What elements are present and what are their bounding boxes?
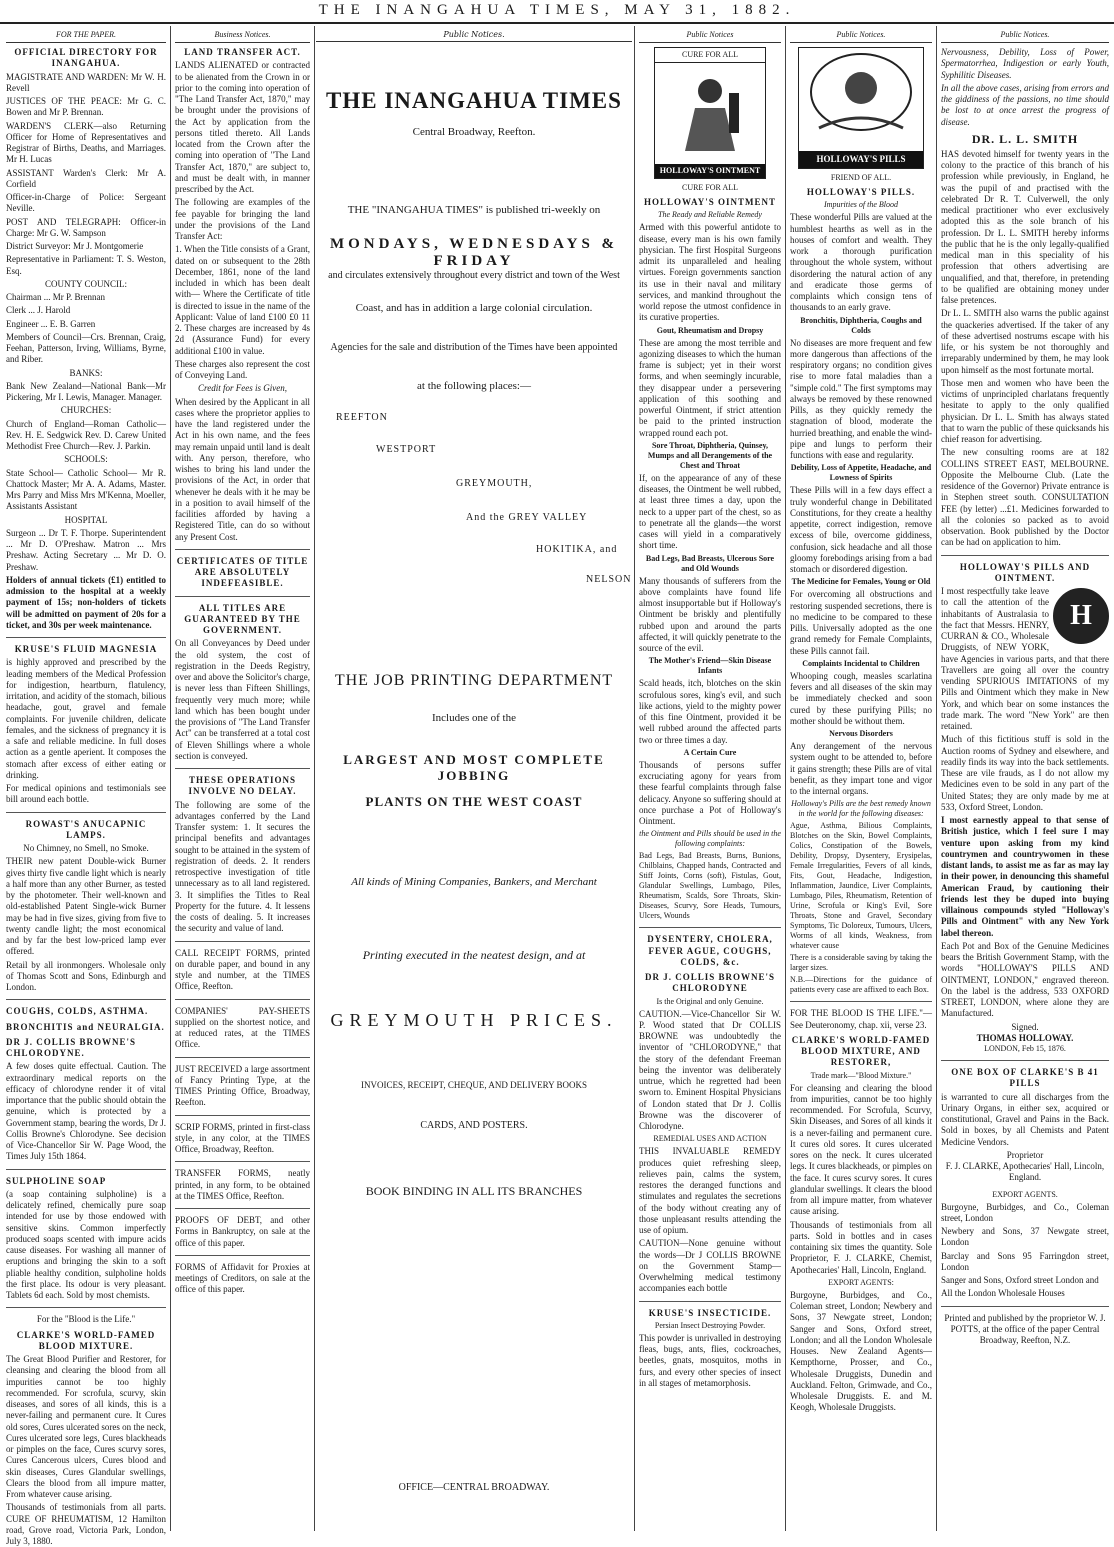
divider — [175, 1255, 310, 1256]
ad-body: FORMS of Affidavit for Proxies at meetings of Creditors, on sale at the office of this paper. — [175, 1261, 310, 1295]
imprint: Printed and published by the proprietor W. J. POTTS, at the office of the paper Central Broadway, Reefton, N.Z. — [944, 1312, 1106, 1345]
ad-subtitle: Is the Original and only Genuine. — [656, 996, 764, 1006]
ad-text: INVOICES, RECEIPT, CHEQUE, AND DELIVERY BOOKS — [361, 1080, 587, 1090]
agency-place: REEFTON — [336, 412, 388, 423]
ad-body: LANDS ALIENATED or contracted to be alienated from the Crown in or prior to the coming into operation of "The Land Transfer Act, 1870," may be brought under the provisions of the Act by application from the persons titled thereto. All Lands located from the Crown after the coming into operation of "The Land Transfer Act, 1870," are subject to, and must be dealt with, in manner prescribed by the Act. — [175, 60, 310, 194]
ad-subtitle: Complaints Incidental to Children — [802, 658, 920, 668]
divider — [175, 1161, 310, 1162]
ad-title: DYSENTERY, CHOLERA, FEVER AGUE, COUGHS, COLDS, &c. — [647, 934, 773, 967]
ad-body: Scald heads, itch, blotches on the skin scrofulous sores, king's evil, and such like actions, yield to the mighty power of this fine Ointment, provided it be well rubbed around the affected parts two or three times a day. — [639, 678, 781, 745]
ad-largest: LARGEST AND MOST COMPLETE JOBBING — [343, 752, 605, 783]
directory-entry: Holders of annual tickets (£1) entitled to admission to the hospital at a weekly payment of 15s; non-holders of tickets will be admitted on payment of 20s for a ticket, and 30s per week maintenance. — [6, 574, 166, 630]
ad-subtitle: Trade mark—"Blood Mixture." — [810, 1070, 912, 1080]
column-directory — [6, 30, 166, 1546]
ad-body: There is a considerable saving by taking the larger sizes. — [790, 953, 932, 973]
ad-body: Many thousands of sufferers from the above complaints have found life almost insupportable but if Holloway's Ointment be briskly and plentifully rubbed upon and around the parts affected, it will quickly penetrate to the source of the evil. — [639, 575, 781, 653]
ad-body: This powder is unrivalled in destroying fleas, bugs, ants, flies, cockroaches, beetles, gnats, mosquitos, moths in furs, and every other species of insect in all stages of metamorphosis. — [639, 1332, 781, 1388]
holloway-ointment-logo — [654, 47, 766, 179]
ad-body: F. J. CLARKE, Apothecaries' Hall, Lincoln, England. — [945, 1161, 1105, 1183]
directory-entry: WARDEN'S CLERK—also Returning Officer for Home of Representatives and Registrar of Births, Deaths, and Marriages. Mr H. Lucas — [6, 120, 166, 165]
ad-body: For medical opinions and testimonials see bill around each bottle. — [6, 783, 166, 805]
directory-entry: Bank New Zealand—National Bank—Mr Pickering, Mr I. Lewis, Manager. Manager. — [6, 380, 166, 402]
ad-body: Thousands of persons suffer excruciating agony for years from these fearful complaints through false delicacy. Anyone so suffering should at once purchase a Pot of Holloway's Ointment. — [639, 759, 781, 826]
divider — [175, 941, 310, 942]
column-rule — [634, 26, 635, 1531]
ad-body: FOR THE BLOOD IS THE LIFE."—See Deuteronomy, chap. xii, verse 23. — [790, 1008, 932, 1030]
ad-body: The new consulting rooms are at 182 COLLINS STREET EAST, MELBOURNE. Opposite the Melbourne Club. (Late the residence of the Governor) Private entrance is in Stephen street south. CONSULTATION FEE (by letter) ...£1. Medicines forwarded to all the colonies so packed as to avoid observation. Book published by the Doctor can be had on application to him. — [941, 447, 1109, 548]
column-business — [175, 30, 310, 1530]
ad-address: Central Broadway, Reefton. — [412, 126, 536, 138]
ad-body: I most earnestly appeal to that sense of British justice, which I feel sure I may venture upon asking from my kind countrymen and countrywomen in these distant lands, to assist me as far as may lay in their power, in denouncing this shameful American Fraud, by cautioning their friends lest they be duped into buying villainous compounds styled "Holloway's Pills and Ointment" with any New York label thereon. — [941, 815, 1109, 938]
logo-label: HOLLOWAY'S PILLS — [799, 151, 923, 168]
signature-date: LONDON, Feb 15, 1876. — [984, 1044, 1066, 1053]
ad-subtitle: Gout, Rheumatism and Dropsy — [656, 325, 764, 335]
directory-entry: Clerk ... J. Harold — [6, 305, 71, 316]
ad-body: Barclay and Sons 95 Farringdon street, London — [941, 1250, 1109, 1272]
masthead-title: THE INANGAHUA TIMES, MAY 31, 1882. — [318, 2, 796, 18]
ad-subtitle: EXPORT AGENTS. — [992, 1189, 1058, 1199]
ad-title: THESE OPERATIONS INVOLVE NO DELAY. — [188, 775, 297, 797]
directory-subtitle: COUNTY COUNCIL: — [45, 278, 127, 289]
ad-subtitle: A Certain Cure — [683, 747, 737, 757]
ad-body: I most respectfully take leave to call the attention of the inhabitants of Australasia to the fact that Messrs. HENRY, CURRAN & CO., Wholesale Druggists, of NEW YORK, have Agencies in various parts, and that there Travellers are going all over the country vending SPURIOUS IMITATIONS of my Pills and Ointment which they make in New York, and which bear on some instances the trade mark. The word "New York" are then retained. — [941, 586, 1109, 731]
divider — [175, 596, 310, 597]
ad-title: CLARKE'S WORLD-FAMED BLOOD MIXTURE. — [16, 1329, 156, 1351]
column-rule — [314, 26, 315, 1531]
directory-entry: Members of Council—Crs. Brennan, Craig, Feehan, Patterson, Irving, Williams, Byrne, and Riber. — [6, 331, 166, 365]
ad-job-heading: THE JOB PRINTING DEPARTMENT — [334, 672, 614, 689]
ad-body: 1. When the Title consists of a Grant, dated on or subsequent to the 28th December, 1861, none of the land included in which has been dealt with— Where the Certificate of title is directed to issue in the name of the Applicant: Value of land £100 £0 11 2. These charges are increased by 4s 2d (Assurance Fund) for every additional £100 in value. — [175, 244, 310, 356]
column-header: Public Notices. — [316, 30, 632, 42]
ad-body: CALL RECEIPT FORMS, printed on durable paper, and bound in any style and number, at the TIMES Office, Reefton. — [175, 947, 310, 992]
agency-place: And the GREY VALLEY — [466, 512, 588, 523]
ad-subtitle: Bad Legs, Bad Breasts, Ulcerous Sore and Old Wounds — [645, 553, 775, 573]
ad-title: BRONCHITIS and NEURALGIA. — [6, 1021, 165, 1032]
ad-subtitle: the Ointment and Pills should be used in the following complaints: — [639, 829, 781, 849]
ad-body: The Great Blood Purifier and Restorer, for cleansing and clearing the blood from all impurities cannot be too highly recommended. For scrofula, scurvy, skin diseases, and sores of all kinds, this is a never-failing and permanent cure. It Cures old sores, Cures ulcerated sores on the neck, Cures ulcerated sore legs, Cures blackheads or pimples on the face, Cures scurvy sores, Cures Cancerous ulcers, Cures blood and skin diseases, Cures Glandular swellings, Clears the blood from all impure matter, From whatever cause arising. — [6, 1354, 166, 1499]
ad-subtitle: Sore Throat, Diphtheria, Quinsey, Mumps and all Derangements of the Chest and Throat — [647, 440, 773, 470]
divider — [175, 1115, 310, 1116]
agency-place: GREYMOUTH, — [456, 478, 533, 489]
logo-caption: FRIEND OF ALL. — [830, 173, 892, 182]
masthead — [0, 0, 1114, 24]
ad-body: Those men and women who have been the victims of unprincipled charlatans frequently hesitate to apply to the only qualified physician. Dr L. L. Smith has always stated that to warn the public of these quicksands his chief reason for advertising. — [941, 377, 1109, 444]
ad-body: These are among the most terrible and agonizing diseases to which the human frame is subject; yet in their worst forms, and when seemingly incurable, they disappear under a persevering application of this soothing and powerful Ointment, if strict attention be paid to the printed instruction wrapped round each pot. — [639, 337, 781, 438]
ad-text: Coast, and has in addition a large colonial circulation. — [355, 302, 593, 314]
agency-place: NELSON — [586, 574, 632, 585]
ad-title: ROWAST'S ANUCAPNIC LAMPS. — [25, 818, 147, 840]
divider — [6, 1307, 166, 1308]
ad-subtitle: Proprietor — [1006, 1149, 1044, 1160]
ad-body: Burgoyne, Burbidges, and Co., Coleman street, London; Newbery and Sons, 37 Newgate street, London; Sanger and Sons, Oxford street, London; and all the London Wholesale Houses. New Zealand Agents—Kempthorne, Prosser, and Co., Wholesale Druggists, Dunedin and Auckland. Felton, Grimwade, and Co., Wholesale Druggists. E. and M. Keogh, Wholesale Druggists. — [790, 1289, 932, 1413]
ad-title: CLARKE'S WORLD-FAMED BLOOD MIXTURE, AND RESTORER, — [791, 1034, 931, 1068]
divider — [175, 999, 310, 1000]
ad-subtitle: Impurities of the Blood — [824, 200, 898, 210]
ad-subtitle: The Ready and Reliable Remedy — [658, 210, 762, 220]
directory-entry: Engineer ... E. B. Garren — [6, 318, 96, 329]
ad-body: Any derangement of the nervous system ought to be attended to, before it gains strength; these Pills are of vital benefit, as they impart tone and vigor to the internal organs. — [790, 741, 932, 796]
ad-body: A few doses quite effectual. Caution. The extraordinary medical reports on the efficacy of chlorodyne render it of vital importance that the public should obtain the genuine, which is protected by a Government stamp, bearing the words, Dr J. Collis Browne's Chlorodyne. See decision of Vice-Chancellor Sir W. Page Wood, the Times July 15th 1864. — [6, 1061, 166, 1162]
ad-text: Agencies for the sale and distribution of the Times have been appointed — [330, 342, 618, 353]
figure-engraving-icon — [655, 63, 765, 153]
divider — [175, 1208, 310, 1209]
ad-subtitle: The Mother's Friend—Skin Disease Infants — [648, 656, 772, 676]
ad-body: Much of this fictitious stuff is sold in the Auction rooms of Sydney and elsewhere, and readily finds its way into the back settlements. These are vile frauds, as I do not allow my Medicines even to be sold in any part of the United States; they are only made by me at 533, Oxford Street, London. — [941, 734, 1109, 812]
ad-text: and circulates extensively throughout every district and town of the West — [328, 270, 620, 281]
divider — [175, 549, 310, 550]
ad-title: COUGHS, COLDS, ASTHMA. — [6, 1006, 149, 1017]
ad-title: DR J. COLLIS BROWNE'S CHLORODYNE — [644, 972, 776, 994]
signature-label: Signed. — [1011, 1021, 1039, 1032]
ad-body: Retail by all ironmongers. Wholesale only of Thomas Scott and Sons, Edinburgh and London. — [6, 959, 166, 992]
ad-body: In all the above cases, arising from errors and the giddiness of the passions, no time should be lost to at once arrest the progress of disease. — [941, 82, 1109, 127]
divider — [941, 555, 1109, 556]
directory-entry: POST AND TELEGRAPH: Officer-in Charge: Mr G. W. Sampson — [6, 216, 166, 238]
ad-subtitle: Holloway's Pills are the best remedy known in the world for the following diseases: — [791, 799, 931, 819]
divider — [6, 1169, 166, 1170]
ad-text: CARDS, AND POSTERS. — [420, 1120, 528, 1131]
ad-body: On all Conveyances by Deed under the old system, the cost of registration in the Deeds Registry, over and above the Solicitor's charge, is never less than Fifteen Shillings, frequently very much more; while land which has been bought under the provisions of "The Land Transfer Act" can be transferred at a total cost of Eleven Shillings where a whole section is conveyed. — [175, 638, 310, 761]
crest-engraving-icon — [799, 48, 923, 142]
ad-subtitle: Nervous Disorders — [829, 729, 893, 738]
times-advertisement — [316, 44, 632, 1534]
ad-title: ONE BOX OF CLARKE'S B 41 PILLS — [951, 1067, 1099, 1089]
ad-list: Ague, Asthma, Bilious Complaints, Blotches on the Skin, Bowel Complaints, Colics, Constipation of the Bowels, Debility, Dropsy, Dysentery, Erysipelas, Female Irregularities, Fevers of all kinds, Fits, Gout, Headache, Indigestion, Inflammation, Jaundice, Liver Complaints, Lumbago, Piles, Rheumatism, Retention of Urine, Scrofula or King's Evil, Sore Throats, Stone and Gravel, Secondary Symptoms, Tic Doloreux, Tumours, Ulcers, Worms of all kinds, Weakness, from whatever cause — [790, 821, 932, 951]
directory-entry: Church of England—Roman Catholic—Rev. H. E. Sedgwick Rev. D. Carew United Methodist Free Church—Rev. J. Parkin. — [6, 418, 166, 451]
ad-office: OFFICE—CENTRAL BROADWAY. — [398, 1482, 550, 1493]
ad-body: COMPANIES' PAY-SHEETS supplied on the shortest notice, and at reduced rates, at the TIMES Office. — [175, 1005, 310, 1050]
divider — [639, 927, 781, 928]
ad-body: CAUTION—None genuine without the words—Dr J COLLIS BROWNE on the Government Stamp—Overwhelming medical testimony accompanies each bottle — [639, 1238, 781, 1294]
ad-body: Nervousness, Debility, Loss of Power, Spermatorrhea, Indigestion or early Youth, Syphilitic Diseases. — [941, 47, 1109, 80]
ad-title: THE INANGAHUA TIMES — [326, 88, 622, 113]
column-header: Public Notices. — [790, 30, 932, 43]
column-header: FOR THE PAPER. — [6, 30, 166, 43]
ad-title: DR J. COLLIS BROWNE'S CHLORODYNE. — [6, 1036, 137, 1058]
agency-place: WESTPORT — [376, 444, 437, 455]
ad-prices: GREYMOUTH PRICES. — [330, 1010, 618, 1030]
directory-entry: Officer-in-Charge of Police: Sergeant Neville. — [6, 192, 166, 214]
ad-body: All the London Wholesale Houses — [941, 1288, 1065, 1299]
ad-body: JUST RECEIVED a large assortment of Fancy Printing Type, at the TIMES Printing Office, Broadway, Reefton. — [175, 1063, 310, 1108]
directory-entry: MAGISTRATE AND WARDEN: Mr W. H. Revell — [6, 71, 166, 93]
directory-entry: Surgeon ... Dr T. F. Thorpe. Superintendent ... Mr D. O'Preshaw. Matron ... Mrs Preshaw. Acting Secretary ... Mr D. O. Preshaw. — [6, 527, 166, 572]
ad-body: N.B.—Directions for the guidance of patients every case are affixed to each Box. — [790, 975, 932, 995]
ad-body: Sanger and Sons, Oxford street London and — [941, 1275, 1099, 1285]
directory-title: OFFICIAL DIRECTORY FOR INANGAHUA. — [14, 47, 158, 69]
ad-body: TRANSFER FORMS, neatly printed, in any form, to be obtained at the TIMES Office, Reefton. — [175, 1168, 310, 1201]
ad-title: ALL TITLES ARE GUARANTEED BY THE GOVERNMENT. — [184, 602, 301, 635]
column-rule — [785, 26, 786, 1531]
ad-body: Thousands of testimonials from all parts. Sold in bottles and in cases containing six times the quantity. Sole Proprietor, F. J. CLARKE, Chemist, Apothecaries' Hall, Lincoln, England. — [790, 1219, 932, 1275]
ad-body: No diseases are more frequent and few more dangerous than affections of the respiratory organs; no condition gives rise to more fatal maladies than a "simple cold." The first symptoms may always be removed by these renowned Pills, as they quickly remedy the stagnation of blood, moderate the hurried breathing, and enable the wind-pipe and lungs to perform their functions with ease and regularity. — [790, 337, 932, 460]
column-rule — [170, 26, 171, 1531]
directory-subtitle: BANKS: — [69, 367, 103, 378]
directory-entry: Chairman ... Mr P. Brennan — [6, 292, 105, 302]
ad-body: Thousands of testimonials from all parts. CURE OF RHEUMATISM, 12 Hamilton road, Grove road, Victoria Park, London, July 3, 1880. — [6, 1502, 166, 1546]
ad-subtitle: Persian Insect Destroying Powder. — [654, 1320, 766, 1330]
divider — [941, 1306, 1109, 1307]
divider — [175, 768, 310, 769]
column-holloway-ointment — [639, 30, 781, 1530]
directory-entry: JUSTICES OF THE PEACE: Mr G. C. Bowen and Mr P. Brennan. — [6, 96, 166, 118]
directory-subtitle: SCHOOLS: — [64, 454, 108, 465]
ad-subtitle: EXPORT AGENTS: — [828, 1277, 894, 1287]
logo-banner: CURE FOR ALL — [655, 48, 765, 63]
divider — [639, 1301, 781, 1302]
ad-title: CERTIFICATES OF TITLE ARE ABSOLUTELY INDEFEASIBLE. — [176, 555, 309, 589]
divider — [175, 1057, 310, 1058]
ad-body: Each Pot and Box of the Genuine Medicines bears the British Government Stamp, with the words "HOLLOWAY'S PILLS AND OINTMENT, LONDON," engraved thereon. On the label is the address, 533 OXFORD STREET, LONDON, where alone they are Manufactured. — [941, 940, 1109, 1019]
ad-body: Burgoyne, Burbidges, and Co., Coleman street, London — [941, 1201, 1109, 1223]
column-header: Public Notices — [639, 30, 781, 43]
ad-days: MONDAYS, WEDNESDAYS & FRIDAY — [329, 236, 619, 269]
ad-body: PROOFS OF DEBT, and other Forms in Bankruptcy, on sale at the office of this paper. — [175, 1215, 310, 1248]
ad-body: For overcoming all obstructions and restoring suspended secretions, there is no medicine to be compared to these Pills. Universally adopted as the one grand remedy for Female Complaints, these Pills cannot fail. — [790, 589, 932, 656]
ad-body: When desired by the Applicant in all cases where the proprietor applies to have the land registered under the Act in his own name, and the fees may remain unpaid until land is dealt with. Any person, therefore, who wishes to bring his land under the provisions of the Act, in order that whenever he deals with it he may be in a position to avail himself of the facilities afforded by having a Registered Title, can do so without any Present Cost. — [175, 396, 310, 542]
ad-text: THE "INANGAHUA TIMES" is published tri-weekly on — [347, 204, 601, 216]
holloway-pills-logo — [798, 47, 924, 169]
column-holloway-pills — [790, 30, 932, 1530]
ad-subtitle: No Chimney, no Smell, no Smoke. — [23, 843, 149, 853]
signature: THOMAS HOLLOWAY. — [976, 1032, 1074, 1043]
ad-body: If, on the appearance of any of these diseases, the Ointment be well rubbed, at least three times a day, upon the neck to a upper part of the chest, so as to penetrate all the glands—the worst cases will yield in a comparatively short time. — [639, 472, 781, 551]
directory-entry: ASSISTANT Warden's Clerk: Mr A. Corfield — [6, 167, 166, 189]
ad-text: Printing executed in the neatest design, and at — [362, 948, 586, 962]
divider — [941, 1060, 1109, 1061]
column-header: Public Notices. — [941, 30, 1109, 43]
divider — [6, 637, 166, 638]
ad-body: These Pills will in a few days effect a truly wonderful change in Debilitated Constitutions, for they create a healthy appetite, correct indigestion, remove excess of bile, overcome giddiness, confusion, sick headache and all those gloomy forebodings arising from a bad stomach or disordered digestion. — [790, 485, 932, 574]
directory-entry: Representative in Parliament: T. S. Weston, Esq. — [6, 254, 166, 276]
holloway-seal-icon: H — [1053, 588, 1109, 644]
column-header: Business Notices. — [175, 30, 310, 43]
ad-title: LAND TRANSFER ACT. — [184, 47, 301, 57]
ad-body: These wonderful Pills are valued at the humblest hearths as well as in the houses of comfort and wealth. They work a thorough purification throughout the whole system, without disordering the natural action of any and eradicate those germs of complaints which consign tens of thousands to an early grave. — [790, 212, 932, 313]
logo-label: HOLLOWAY'S OINTMENT — [655, 164, 765, 178]
logo-caption: CURE FOR ALL — [681, 183, 738, 192]
ad-body: SCRIP FORMS, printed in first-class style, in any color, at the TIMES Office, Broadway, Reefton. — [175, 1121, 310, 1154]
agency-place: HOKITIKA, and — [536, 544, 618, 555]
directory-entry: District Surveyor: Mr J. Montgomerie — [6, 241, 144, 251]
ad-body: Whooping cough, measles scarlatina fevers and all diseases of the skin may be immediately checked and soon cured by these purifying Pills; no mother should be without them. — [790, 670, 932, 726]
ad-body: Armed with this powerful antidote to disease, every man is his own family physician. The first Hospital Surgeons admit its unparalleled and healing virtues. Foreign governments sanction its use in their naval and military services, and mankind throughout the world repose the utmost confidence in its curative properties. — [639, 222, 781, 323]
ad-body: Newbery and Sons, 37 Newgate street, London — [941, 1226, 1109, 1248]
ad-subtitle: REMEDIAL USES AND ACTION — [653, 1134, 767, 1144]
divider — [6, 812, 166, 813]
ad-body: (a soap containing sulpholine) is a delicately refined, chemically pure soap intended for use by those endowed with sensitive skins. Common imperfectly produced soaps scented with impure acids cause diseases. For washing all manner of eruptions and bringing the skin to a soft pliable healthy condition, sulpholine holds the first place. Its odour is very pleasant. Tablets 6d each. Sold by most chemists. — [6, 1188, 166, 1300]
ad-title: HOLLOWAY'S PILLS. — [806, 187, 916, 197]
ad-subtitle: The Medicine for Females, Young or Old — [791, 577, 931, 587]
directory-subtitle: HOSPITAL — [64, 514, 108, 525]
ad-title: KRUSE'S FLUID MAGNESIA — [14, 644, 158, 654]
divider — [6, 999, 166, 1000]
column-rule — [936, 26, 937, 1531]
ad-subtitle: Bronchitis, Diphtheria, Coughs and Colds — [800, 315, 922, 335]
ad-text: BOOK BINDING IN ALL ITS BRANCHES — [365, 1184, 583, 1198]
directory-subtitle: CHURCHES: — [60, 405, 112, 416]
ad-body: is warranted to cure all discharges from the Urinary Organs, in either sex, acquired or constitutional, Gravel and Pains in the Back. Sold in boxes, by all Chemists and Patent Medicine Vendors. — [941, 1091, 1109, 1147]
ad-subtitle: Credit for Fees is Given, — [198, 383, 287, 394]
ad-title: SULPHOLINE SOAP — [6, 1175, 107, 1186]
ad-body: These charges also represent the cost of Conveying Land. — [175, 358, 310, 380]
ad-body: THEIR new patent Double-wick Burner gives thirty five candle light which is nearly a half more than any other Burner, as tested by the photometer. Their well-known and old-established Patent Single-wick Burner may be had in five sizes, giving from five to twenty candle light; the most economical and by far the best low-priced lamp ever offered. — [6, 856, 166, 957]
divider — [790, 1001, 932, 1002]
ad-body: The following are examples of the fee payable for bringing the land under the provisions of the Land Transfer Act: — [175, 197, 310, 241]
ad-text: Includes one of the — [432, 712, 516, 724]
directory-entry: State School— Catholic School— Mr R. Chattock Master; Mr A. A. Adams, Master. Mrs Parry and Miss Mrs M'Kenna, Moeller, Assistants Assistant — [6, 467, 166, 512]
ad-body: THIS INVALUABLE REMEDY produces quiet refreshing sleep, relieves pain, calms the system, restores the deranged functions and stimulates and regulates the secretions of the body without creating any of those unpleasant results attending the use of opium. — [639, 1146, 781, 1235]
ad-text: All kinds of Mining Companies, Bankers, and Merchant — [351, 876, 597, 888]
ad-body: The following are some of the advantages conferred by the Land Transfer system: 1. It secures the principal benefits and advantages sought to be attained in the system of registration of deeds. 2. It renders retrospective investigation of title unnecessary as to all land registered. 3. It simplifies the Titles to Real Property for the future. 4. It lessens the costs of dealing. 5. It increases the security and value of land. — [175, 799, 310, 934]
ad-title: HOLLOWAY'S OINTMENT — [644, 197, 776, 207]
ad-list: Bad Legs, Bad Breasts, Burns, Bunions, Chilblains, Chapped hands, Contracted and Stiff Joints, Corns (soft), Fistulas, Gout, Glandular Swellings, Lumbago, Piles, Rheumatism, Scalds, Sore Throats, Skin-Diseases, Scurvy, Sore Heads, Tumours, Ulcers, Wounds — [639, 851, 781, 921]
ad-body: Dr L. L. SMITH also warns the public against the quackeries advertised. If the taker of any of these advertised nostrums escape with his life, or his system be not thoroughly and irreparably undermined by them, he may look upon himself as the most fortunate mortal. — [941, 308, 1109, 375]
ad-body: is highly approved and prescribed by the leading members of the Medical Profession for indigestion, heartburn, flatulency, irritation, and acidity of the stomach, bilious headache, gout, gravel and female complaints. For juvenile children, delicate females, and the sickness of pregnancy it is a safe and reliable medicine. In full doses action as a gentle aperient. It composes the stomach after excess of either eating or drinking. — [6, 657, 166, 780]
ad-body: HAS devoted himself for twenty years in the colony to the practice of this branch of his profession while previously, in England, he was the pupil of and practised with the celebrated Dr R. T. Culverwell, the only medical practitioner who ever exclusively adopted this as the sole branch of his profession. Dr L. L. SMITH hereby informs the public that he is the only legally-qualified medical man in this speciality of his profession that others advertising are unqualified, and that, therefore, in pretending to be qualified are obtaining money under false pretences. — [941, 148, 1109, 305]
ad-plants: PLANTS ON THE WEST COAST — [365, 794, 583, 809]
ad-subtitle: Debility, Loss of Appetite, Headache, and Lowness of Spirits — [790, 463, 932, 483]
ad-text: at the following places:— — [417, 380, 531, 392]
ad-body: For cleansing and clearing the blood from impurities, cannot be too highly recommended. For Scrofula, Scurvy, Skin Diseases, and Sores of all kinds it is a never-failing and permanent cure. It cures old sores. It cures ulcerated sores on the neck. It cures ulcerated legs. It cures blackheads, or pimples on the face. It cures scurvy sores. It cures glandular swellings. It clears the blood from all impure matter, from whatever cause arising. — [790, 1082, 932, 1217]
ad-body: CAUTION.—Vice-Chancellor Sir W. P. Wood stated that Dr COLLIS BROWNE was undoubtedly the inventor of "CHLORODYNE," that the story of the defendant Freeman being the inventor was deliberately untrue, which he regretted had been sworn to. Eminent Hospital Physicians of London stated that Dr J. Collis Browne was the discoverer of Chlorodyne. — [639, 1008, 781, 1131]
ad-title: DR. L. L. SMITH — [971, 131, 1079, 146]
column-smith — [941, 30, 1109, 1530]
ad-title: KRUSE'S INSECTICIDE. — [648, 1307, 772, 1318]
ad-title: HOLLOWAY'S PILLS AND OINTMENT. — [959, 561, 1091, 583]
ad-subtitle: For the "Blood is the Life." — [36, 1314, 136, 1325]
